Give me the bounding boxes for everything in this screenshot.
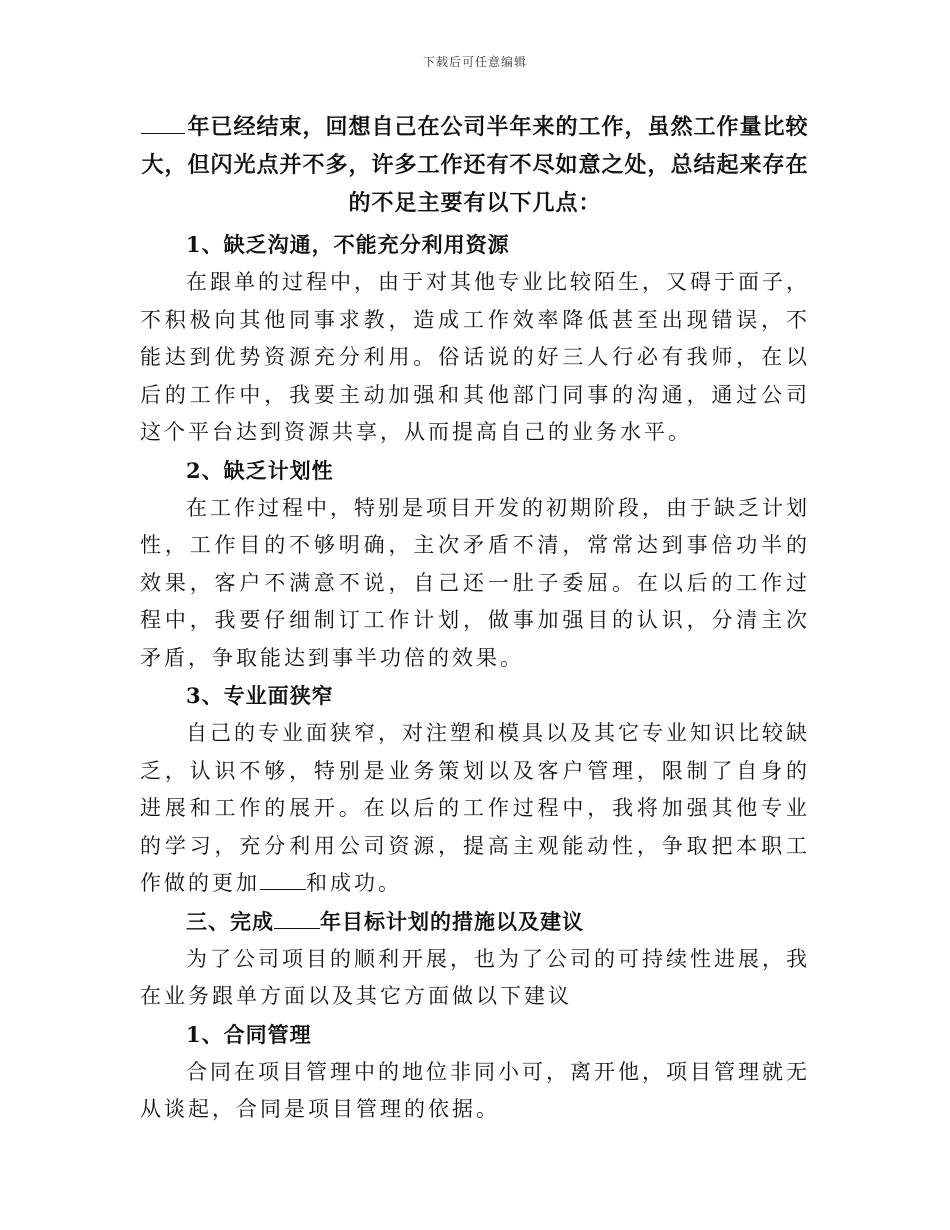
section-heading-3: 3、专业面狭窄 [186, 683, 334, 708]
section-paragraph-measures: 为了公司项目的顺利开展，也为了公司的可持续性进展，我在业务跟单方面以及其它方面做以下建议 [140, 946, 810, 1008]
section-paragraph-3 [140, 715, 810, 903]
title-blank [141, 113, 185, 134]
measures-heading-after: 年目标计划的措施以及建议 [320, 908, 584, 934]
document-title [140, 108, 810, 222]
measures-heading-before: 三、完成 [186, 908, 274, 934]
title-text: 年已经结束，回想自己在公司半年来的工作，虽然工作量比较大，但闪光点并不多，许多工作还有不尽如意之处，总结起来存在的不足主要有以下几点： [141, 114, 809, 216]
section-paragraph-1: 在跟单的过程中，由于对其他专业比较陌生，又碍于面子，不积极向其他同事求教，造成工作效率降低甚至出现错误，不能达到优势资源充分利用。俗话说的好三人行必有我师，在以后的工作中，我要主动加强和其他部门同事的沟通，通过公司这个平台达到资源共享，从而提高自己的业务水平。 [140, 270, 810, 444]
measures-heading-blank [274, 910, 320, 929]
document-body [140, 108, 810, 1129]
section-heading-1: 1、缺乏沟通，不能充分利用资源 [186, 232, 510, 257]
page-header: 下载后可任意编辑 [422, 55, 527, 69]
section-paragraph-2: 在工作过程中，特别是项目开发的初期阶段，由于缺乏计划性，工作目的不够明确，主次矛盾不清，常常达到事倍功半的效果，客户不满意不说，自己还一肚子委屈。在以后的工作过程中，我要仔细制订工作计划，做事加强目的认识，分清主次矛盾，争取能达到事半功倍的效果。 [140, 495, 810, 670]
paragraph-3-text-after: 和成功。 [306, 871, 402, 895]
paragraph-3-text-before: 自己的专业面狭窄，对注塑和模具以及其它专业知识比较缺乏，认识不够，特别是业务策划以及客户管理，限制了自身的进展和工作的展开。在以后的工作过程中，我将加强其他专业的学习，充分利用公司资源，提高主观能动性，争取把本职工作做的更加 [140, 721, 810, 895]
section-heading-measures [140, 903, 810, 941]
section-heading-2: 2、缺乏计划性 [186, 457, 334, 483]
paragraph-3-blank [260, 871, 306, 890]
section-heading-contract: 1、合同管理 [186, 1021, 312, 1047]
section-paragraph-contract: 合同在项目管理中的地位非同小可，离开他，项目管理就无从谈起，合同是项目管理的依据。 [140, 1059, 810, 1121]
